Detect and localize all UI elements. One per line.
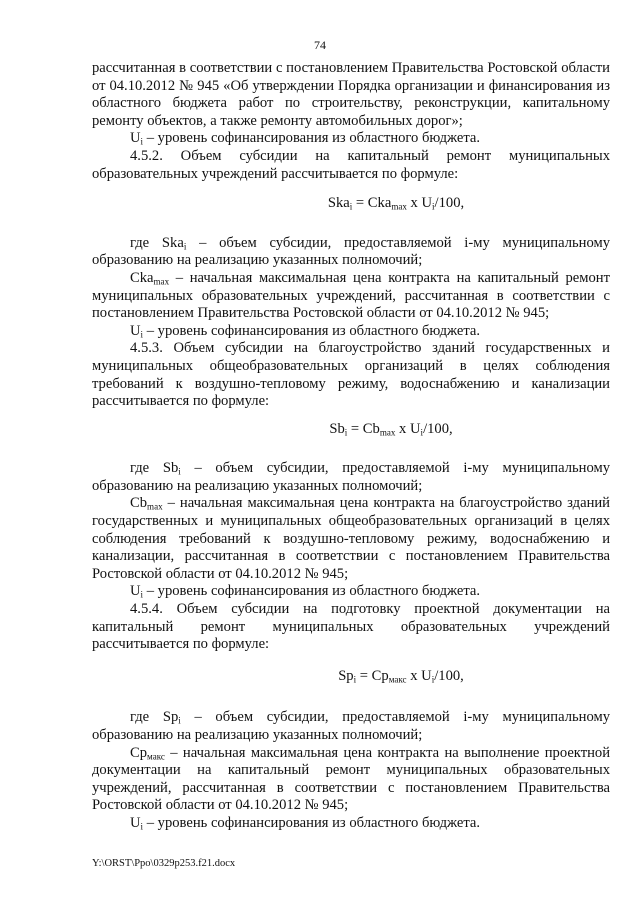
paragraph-cofinancing-level-2: $U_i$ – уровень софинансирования из областного бюджета. [130,322,481,339]
definition-ska: где Ska$_i$ – объем субсидии, предоставляемой i-му муниципальному образованию на реализацию указанных полномочий; [92,234,610,269]
formula-ska: Ska$_i$ = Cka$_{max}$ x $U_i/100$, [327,195,465,212]
paragraph-continuation: рассчитанная в соответствии с постановлением Правительства Ростовской области от 04.10.2012 № 945 «Об утверждении Порядка организации и финансирования из областного бюджета работ по строительству, реконструкции, капитальному ремонту объектов, а также ремонту автомобильных дорог»; [92,60,610,129]
paragraph-cofinancing-level-4: $U_i$ – уровень софинансирования из областного бюджета. [130,814,481,832]
file-path-footer: Y:\ORST\Ppo\0329p253.f21.docx [92,858,236,869]
definition-sp: где $Sp_i$ – объем субсидии, предоставляемой i-му муниципальному образованию на реализацию указанных полномочий; [92,709,610,743]
definition-cka-max: Cka$_{max}$ – начальная максимальная цена контракта на капитальный ремонт муниципальных образовательных учреждений, рассчитанная в соответствии с постановлением Правительства Ростовской области от 04.10.2012 № 945; [92,269,610,322]
definition-cp-max: $Cp_{макс}$ – начальная максимальная цена контракта на выполнение проектной документации на капитальный ремонт муниципальных образовательных учреждений, рассчитанная в соответствии с постановлением Правительства Ростовской области от 04.10.2012 № 945; [92,744,610,814]
paragraph-4-5-4: 4.5.4. Объем субсидии на подготовку проектной документации на капитальный ремонт муниципальных образовательных учреждений рассчитывается по формуле: [92,601,610,653]
paragraph-cofinancing-level-1: $U_i$ – уровень софинансирования из областного бюджета. [130,130,481,147]
paragraph-4-5-3: 4.5.3. Объем субсидии на благоустройство зданий государственных и муниципальных общеобразовательных организаций в целях соблюдения требований к воздушно-тепловому режиму, водоснабжению и канализации рассчитывается по формуле: [92,340,610,410]
definition-cb-max: $Cb_{max}$ – начальная максимальная цена контракта на благоустройство зданий государственных и муниципальных общеобразовательных организаций в целях соблюдения требований к воздушно-тепловому режиму, водоснабжению и канализации, рассчитанная в соответствии с постановлением Правительства Ростовской области от 04.10.2012 № 945; [92,495,610,582]
document-body [92,60,610,833]
paragraph-cofinancing-level-3: $U_i$ – уровень софинансирования из областного бюджета. [130,583,481,600]
paragraph-4-5-2: 4.5.2. Объем субсидии на капитальный ремонт муниципальных образовательных учреждений рассчитывается по формуле: [92,147,610,182]
definition-sb: где $Sb_i$ – объем субсидии, предоставляемой i-му муниципальному образованию на реализацию указанных полномочий; [92,460,610,494]
formula-sp: $Sp_i = Cp_{макс}$ x $U_i/100$, [338,667,464,685]
formula-sb: $Sb_i = Cb_{max}$ x $U_i/100$, [329,420,453,437]
page-number: 74 [314,38,326,52]
